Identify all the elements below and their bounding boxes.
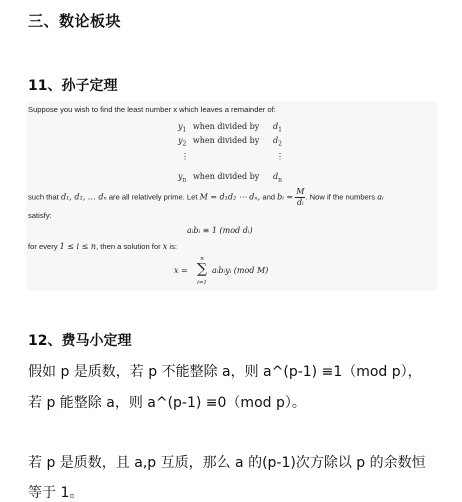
crt-row-n-d: $d_n$	[273, 172, 282, 184]
crt-row-n: $y_n$ when divided by	[178, 172, 260, 184]
crt-intro-text: Suppose you wish to find the least number x which leaves a remainder of:	[28, 105, 276, 114]
crt-row-1-d: $d_1$	[273, 122, 282, 134]
crt-sum-bottom: i=1	[197, 280, 207, 286]
crt-for-every-line: for every 1 ≤ i ≤ n, then a solution for x is:	[28, 242, 178, 251]
fermat-line-1: 假如 p 是质数，若 p 不能整除 a，则 a^(p-1) ≡1（mod p），	[28, 364, 422, 380]
crt-sum-sign: ∑	[197, 261, 207, 277]
crt-satisfy: satisfy:	[28, 211, 52, 220]
crt-fraction: $\frac{M}{\text{dᵢ}}$	[296, 187, 305, 207]
crt-row-2-d: $d_2$	[273, 136, 282, 148]
fermat-heading: 12、费马小定理	[28, 333, 132, 349]
crt-solution-lhs: x =	[174, 266, 188, 275]
crt-such-that-line: such that d₁, d₂, … dₙ are all relatively prime. Let M = d₁d₂ ⋯ dₙ, and bᵢ = $\frac{M}{\text{dᵢ}}$ . Now if the numbers aᵢ	[28, 187, 384, 207]
crt-congruence: aᵢbᵢ ≡ 1 (mod dᵢ)	[187, 226, 253, 235]
crt-vdots-left: ⋮	[181, 152, 189, 161]
crt-sum-top: n	[200, 256, 204, 262]
crt-solution-rhs: aᵢbᵢyᵢ (mod M)	[212, 266, 269, 275]
crt-vdots-right: ⋮	[276, 152, 284, 161]
fermat-line-4: 等于 1。	[28, 485, 84, 501]
crt-row-2: $y_2$ when divided by	[178, 136, 260, 148]
crt-row-1: $y_1$ when divided by	[178, 122, 260, 134]
fermat-line-2: 若 p 能整除 a，则 a^(p-1) ≡0（mod p）。	[28, 395, 306, 411]
crt-intro	[28, 105, 276, 114]
section-title: 三、数论板块	[28, 12, 122, 30]
crt-heading: 11、孙子定理	[28, 78, 118, 94]
fermat-line-3: 若 p 是质数，且 a,p 互质，那么 a 的(p-1)次方除以 p 的余数恒	[28, 455, 426, 471]
